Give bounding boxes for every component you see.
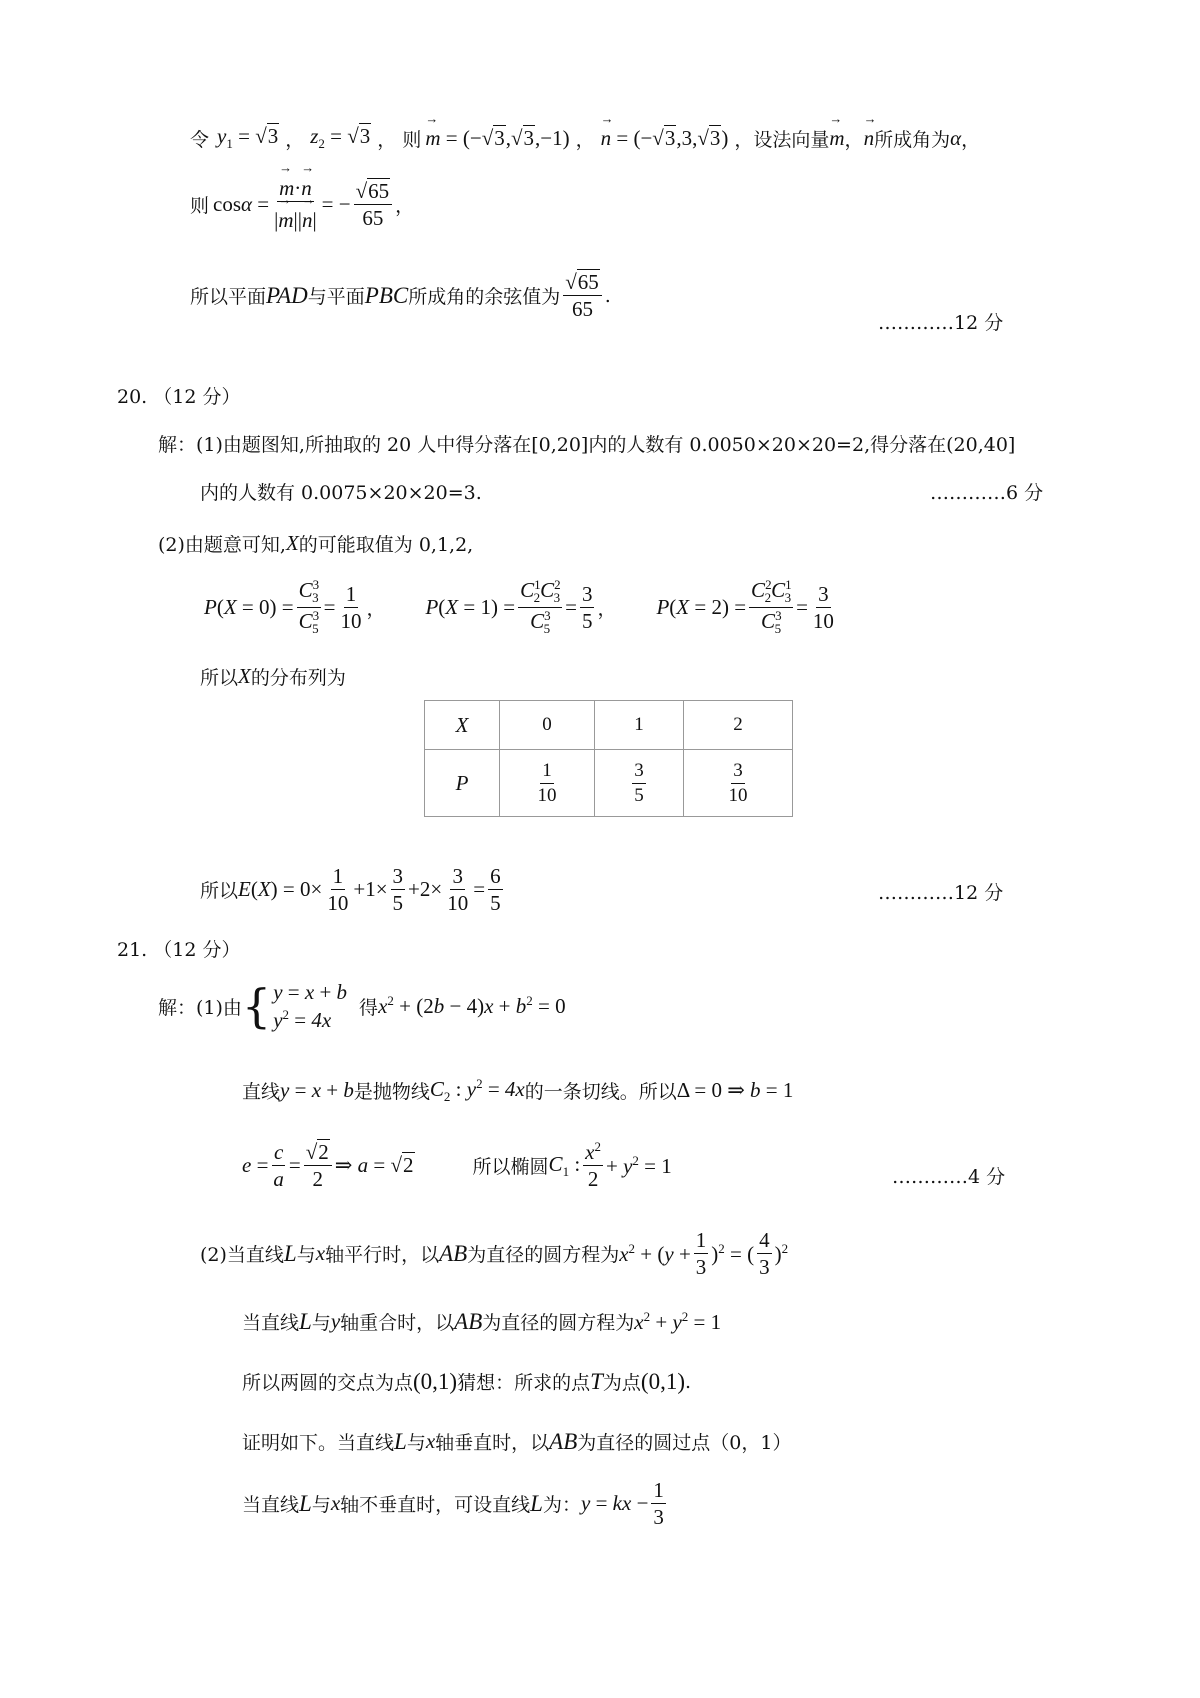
- y1-assign: $y_1 = √3$: [217, 124, 279, 152]
- table-row: [425, 750, 793, 817]
- m-vector: → m = (−√3,√3,−1): [425, 126, 569, 151]
- q21-ellipse-line: e = $\frac{c}{a}$ = $\frac{√2}{2}$ ⇒ a = √2 所以椭圆 $C_1$ : $\frac{x^2}{2}$ + $y^2 = 1$: [242, 1139, 672, 1192]
- prob-x1: P(X = 1) =: [425, 595, 516, 620]
- q19-let-text: 令: [190, 128, 210, 151]
- cos-result: $\frac{√65}{65}$: [354, 179, 393, 230]
- q19-line-vectors: 令 $y_1 = √3$ ， $z_2 = √3$ ， 则 → m = (−√3,√3,−1) ， → n = (−√3,3,√3) ，设法向量 → m ， → n 所成角为 α ，: [190, 124, 980, 152]
- q21-part2-line4: 证明如下。当直线 L 与 x 轴垂直时，以 AB 为直径的圆过点（0，1）: [242, 1428, 792, 1454]
- q21-score1: …………4 分: [892, 1166, 1006, 1188]
- cos-fraction: → $\frac{m\cdot\to n}{|\to m||\to n|}$: [272, 176, 319, 232]
- q20-dist-intro: 所以 X 的分布列为: [200, 664, 346, 689]
- table-cell: $\frac{3}{5}$: [595, 750, 684, 817]
- table-cell: 2: [684, 701, 793, 750]
- table-row: [425, 701, 793, 750]
- table-cell: P: [425, 750, 500, 817]
- q20-part2-line1: (2)由题意可知, X 的可能取值为 0,1,2,: [158, 531, 474, 556]
- q20-header: 20. （12 分）: [117, 386, 241, 408]
- q21-header: 21. （12 分）: [117, 939, 241, 961]
- then-text: 则: [402, 128, 422, 151]
- prob-x0: P(X = 0) =: [204, 595, 294, 620]
- q21-part1-system: 解：(1)由 { y = x + b $y^2 = 4x$ 得 $x^2 + (2b - 4)x + b^2 = 0$: [158, 979, 566, 1034]
- q21-part2-line5: 当直线 L 与 x 轴不垂直时，可设直线 L 为： y = kx − $\frac{1}{3}$: [242, 1478, 664, 1530]
- conclusion-value: $\frac{√65}{65}$: [563, 270, 602, 321]
- then-text-2: 则: [190, 194, 210, 217]
- table-cell: 0: [500, 701, 595, 750]
- q20-score2: …………12 分: [878, 882, 1004, 904]
- q21-part2-line2: 当直线 L 与 y 轴重合时，以 AB 为直径的圆方程为 $x^2 + y^2 = 1$: [242, 1308, 722, 1334]
- q19-cos-line: 则 cosα = → $\frac{m\cdot\to n}{|\to m||\to n|}$ = − $\frac{√65}{65}$ ，: [190, 176, 414, 232]
- q20-score1: …………6 分: [930, 482, 1044, 504]
- q20-expectation: 所以 E(X) = 0× $\frac{1}{10}$ +1× $\frac{3}{5}$ +2× $\frac{3}{10}$ = $\frac{6}{5}$: [200, 864, 501, 916]
- q20-part1-line2: 内的人数有 0.0075×20×20=3.: [200, 482, 482, 504]
- q20-probabilities: P(X = 0) = $\frac{C^3_3}{C^3_5}$ = $\frac{1}{10}$ ， P(X = 1) = $\frac{C^1_2C^2_3}{C^3_5}$ = $\frac{3}{5}$ ， P(X = 2) = $\frac{C^2_2C^1_3}{C^3_5}$ = $\frac{3}{10}$: [204, 577, 834, 637]
- distribution-table: [424, 700, 793, 817]
- q20-part1-line1: 解：(1)由题图知,所抽取的 20 人中得分落在[0,20]内的人数有 0.0050×20×20=2,得分落在(20,40]: [158, 434, 1016, 456]
- q19-score: …………12 分: [878, 312, 1004, 334]
- z2-assign: $z_2 = √3$: [310, 124, 371, 152]
- q21-part2-line3: 所以两圆的交点为点 (0,1) 猜想：所求的点 T 为点 (0,1) .: [242, 1368, 692, 1394]
- table-cell: $\frac{1}{10}$: [500, 750, 595, 817]
- prob-x2: P(X = 2) =: [656, 595, 747, 620]
- n-vector: → n = (−√3,3,√3): [601, 126, 729, 151]
- q21-tangent-line: 直线 y = x + b 是抛物线 $C_2$ : $y^2 = 4x$ 的一条切线。所以 Δ = 0 ⇒ b = 1: [242, 1076, 794, 1105]
- q19-conclusion: 所以平面 PAD 与平面 PBC 所成角的余弦值为 $\frac{√65}{65}$ .: [190, 270, 611, 322]
- table-cell: X: [425, 701, 500, 750]
- q21-part2-line1: (2)当直线 L 与 x 轴平行时，以 AB 为直径的圆方程为 $x^2 + (y$ + $\frac{1}{3}$ )$^2$ = ( $\frac{4}{3}$ )$^2$: [200, 1228, 789, 1280]
- q21-part1-prefix: 解：(1)由: [158, 996, 242, 1019]
- table-cell: $\frac{3}{10}$: [684, 750, 793, 817]
- table-cell: 1: [595, 701, 684, 750]
